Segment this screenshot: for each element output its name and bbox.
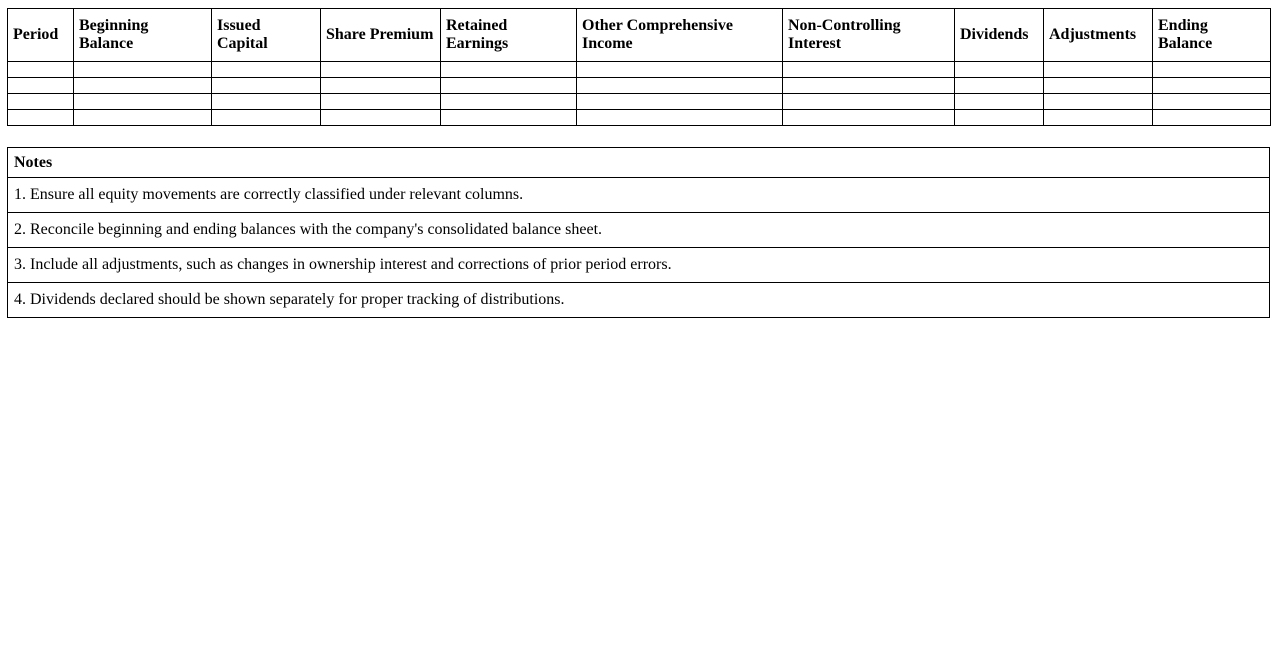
empty-cell-period [8, 78, 74, 94]
empty-cell-adjustments [1044, 78, 1153, 94]
note-row-4 [8, 283, 1270, 318]
column-header-retained-earnings: Retained Earnings [441, 9, 577, 62]
empty-cell-retained-earnings [441, 110, 577, 126]
equity-header-row [8, 9, 1271, 62]
column-header-dividends: Dividends [955, 9, 1044, 62]
empty-cell-retained-earnings [441, 78, 577, 94]
note-item-1: 1. Ensure all equity movements are correctly classified under relevant columns. [8, 178, 1270, 213]
empty-cell-other-comprehensive-income [577, 78, 783, 94]
note-item-3: 3. Include all adjustments, such as changes in ownership interest and corrections of prior period errors. [8, 248, 1270, 283]
equity-data-row-2 [8, 78, 1271, 94]
empty-cell-ending-balance [1153, 110, 1271, 126]
note-row-3 [8, 248, 1270, 283]
empty-cell-other-comprehensive-income [577, 62, 783, 78]
column-header-issued-capital: Issued Capital [212, 9, 321, 62]
empty-cell-non-controlling-interest [783, 94, 955, 110]
empty-cell-share-premium [321, 78, 441, 94]
empty-cell-period [8, 110, 74, 126]
empty-cell-issued-capital [212, 110, 321, 126]
column-header-beginning-balance: Beginning Balance [74, 9, 212, 62]
equity-data-row-3 [8, 94, 1271, 110]
empty-cell-period [8, 94, 74, 110]
empty-cell-share-premium [321, 110, 441, 126]
empty-cell-other-comprehensive-income [577, 110, 783, 126]
notes-title: Notes [8, 148, 1270, 178]
empty-cell-adjustments [1044, 110, 1153, 126]
empty-cell-non-controlling-interest [783, 110, 955, 126]
notes-table [7, 147, 1270, 318]
note-row-1 [8, 178, 1270, 213]
empty-cell-retained-earnings [441, 62, 577, 78]
column-header-other-comprehensive-income: Other Comprehensive Income [577, 9, 783, 62]
empty-cell-ending-balance [1153, 78, 1271, 94]
empty-cell-dividends [955, 78, 1044, 94]
empty-cell-share-premium [321, 62, 441, 78]
note-item-2: 2. Reconcile beginning and ending balances with the company's consolidated balance sheet. [8, 213, 1270, 248]
empty-cell-beginning-balance [74, 62, 212, 78]
empty-cell-non-controlling-interest [783, 78, 955, 94]
column-header-non-controlling-interest: Non-Controlling Interest [783, 9, 955, 62]
column-header-period: Period [8, 9, 74, 62]
notes-header-row [8, 148, 1270, 178]
empty-cell-retained-earnings [441, 94, 577, 110]
column-header-share-premium: Share Premium [321, 9, 441, 62]
empty-cell-ending-balance [1153, 62, 1271, 78]
note-item-4: 4. Dividends declared should be shown separately for proper tracking of distributions. [8, 283, 1270, 318]
column-header-adjustments: Adjustments [1044, 9, 1153, 62]
empty-cell-ending-balance [1153, 94, 1271, 110]
empty-cell-issued-capital [212, 62, 321, 78]
empty-cell-issued-capital [212, 78, 321, 94]
equity-movements-table [7, 8, 1271, 126]
empty-cell-adjustments [1044, 94, 1153, 110]
empty-cell-dividends [955, 110, 1044, 126]
empty-cell-non-controlling-interest [783, 62, 955, 78]
empty-cell-adjustments [1044, 62, 1153, 78]
equity-data-row-4 [8, 110, 1271, 126]
empty-cell-issued-capital [212, 94, 321, 110]
column-header-ending-balance: Ending Balance [1153, 9, 1271, 62]
empty-cell-other-comprehensive-income [577, 94, 783, 110]
equity-data-row-1 [8, 62, 1271, 78]
empty-cell-share-premium [321, 94, 441, 110]
note-row-2 [8, 213, 1270, 248]
empty-cell-dividends [955, 62, 1044, 78]
empty-cell-beginning-balance [74, 94, 212, 110]
empty-cell-beginning-balance [74, 110, 212, 126]
empty-cell-period [8, 62, 74, 78]
empty-cell-beginning-balance [74, 78, 212, 94]
empty-cell-dividends [955, 94, 1044, 110]
